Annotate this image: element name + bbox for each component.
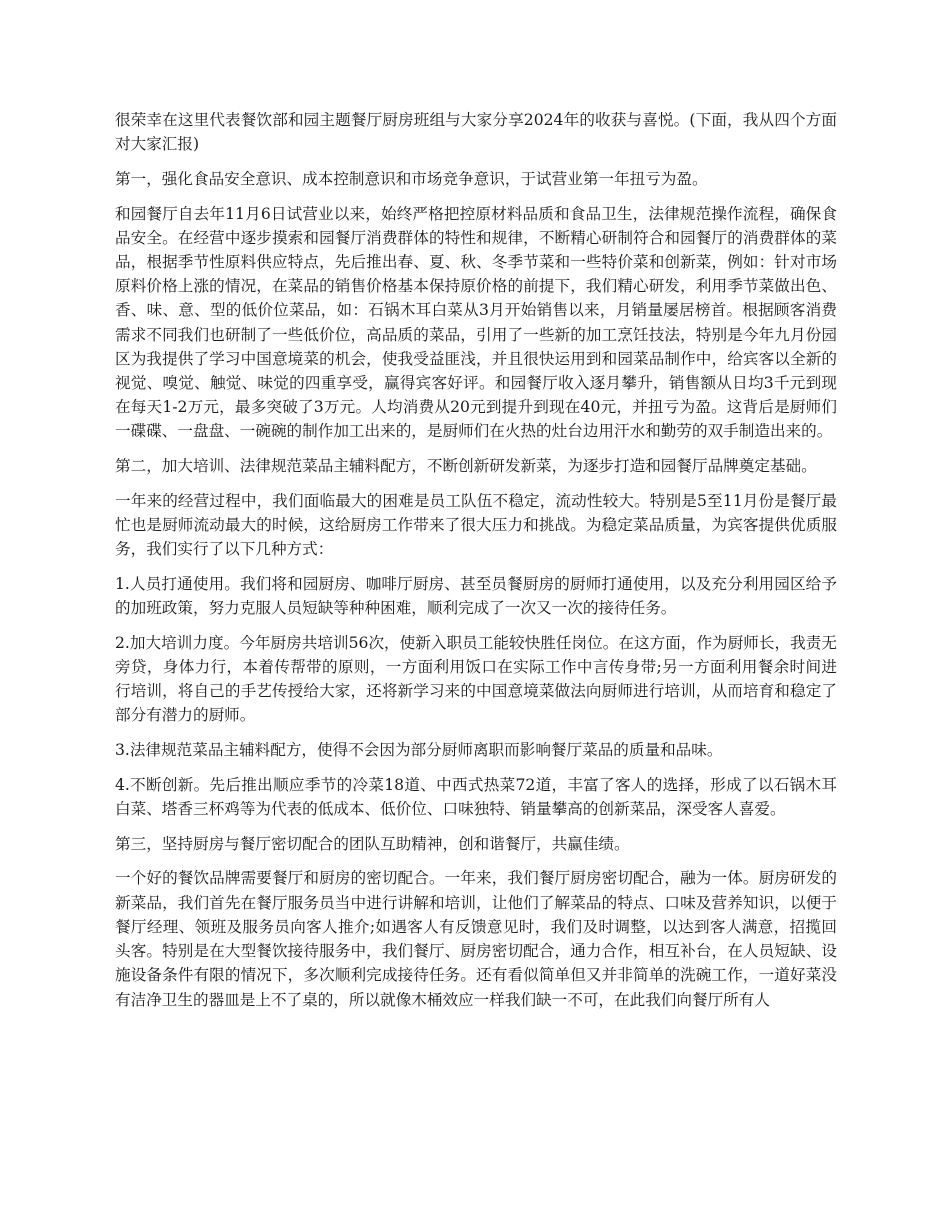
section-two-item-4: 4.不断创新。先后推出顺应季节的冷菜18道、中西式热菜72道，丰富了客人的选择，形成了以石锅木耳白菜、塔香三杯鸡等为代表的低成本、低价位、口味独特、销量攀高的创新菜品，深受客人喜爱。	[115, 775, 837, 819]
section-three-body: 一个好的餐饮品牌需要餐厅和厨房的密切配合。一年来，我们餐厅厨房密切配合，融为一体。厨房研发的新菜品，我们首先在餐厅服务员当中进行讲解和培训，让他们了解菜品的特点、口味及营养知识，以便于餐厅经理、领班及服务员向客人推介;如遇客人有反馈意见时，我们及时调整，以达到客人满意，招揽回头客。特别是在大型餐饮接待服务中，我们餐厅、厨房密切配合，通力合作，相互补台，在人员短缺、设施设备条件有限的情况下，多次顺利完成接待任务。还有看似简单但又并非简单的洗碗工作，一道好菜没有洁净卫生的器皿是上不了桌的，所以就像木桶效应一样我们缺一不可，在此我们向餐厅所有人	[115, 869, 837, 1009]
document-body	[115, 108, 837, 1022]
section-two-item-2: 2.加大培训力度。今年厨房共培训56次，使新入职员工能较快胜任岗位。在这方面，作为厨师长，我责无旁贷，身体力行，本着传帮带的原则，一方面利用饭口在实际工作中言传身带;另一方面利用餐余时间进行培训，将自己的手艺传授给大家，还将新学习来的中国意境菜做法向厨师进行培训，从而培育和稳定了部分有潜力的厨师。	[115, 633, 837, 725]
section-two-heading: 第二，加大培训、法律规范菜品主辅料配方，不断创新研发新菜，为逐步打造和园餐厅品牌奠定基础。	[115, 457, 817, 476]
section-three-heading: 第三，坚持厨房与餐厅密切配合的团队互助精神，创和谐餐厅，共赢佳绩。	[115, 834, 630, 853]
section-one-heading: 第一，强化食品安全意识、成本控制意识和市场竞争意识，于试营业第一年扭亏为盈。	[115, 169, 708, 188]
section-two-intro: 一年来的经营过程中，我们面临最大的困难是员工队伍不稳定，流动性较大。特别是5至11月份是餐厅最忙也是厨师流动最大的时候，这给厨房工作带来了很大压力和挑战。为稳定菜品质量，为宾客提供优质服务，我们实行了以下几种方式：	[115, 491, 837, 559]
intro-paragraph: 很荣幸在这里代表餐饮部和园主题餐厅厨房班组与大家分享2024年的收获与喜悦。(下面，我从四个方面对大家汇报)	[115, 111, 837, 154]
section-one-body: 和园餐厅自去年11月6日试营业以来，始终严格把控原材料品质和食品卫生，法律规范操作流程，确保食品安全。在经营中逐步摸索和园餐厅消费群体的特性和规律，不断精心研制符合和园餐厅的消费群体的菜品，根据季节性原料供应特点，先后推出春、夏、秋、冬季节菜和一些特价菜和创新菜，例如：针对市场原料价格上涨的情况，在菜品的销售价格基本保持原价格的前提下，我们精心研发，利用季节菜做出色、香、味、意、型的低价位菜品，如：石锅木耳白菜从3月开始销售以来，月销量屡居榜首。根据顾客消费需求不同我们也研制了一些低价位，高品质的菜品，引用了一些新的加工烹饪技法，特别是今年九月份园区为我提供了学习中国意境菜的机会，使我受益匪浅，并且很快运用到和园菜品制作中，给宾客以全新的视觉、嗅觉、触觉、味觉的四重享受，赢得宾客好评。和园餐厅收入逐月攀升，销售额从日均3千元到现在每天1-2万元，最多突破了3万元。人均消费从20元到提升到现在40元，并扭亏为盈。这背后是厨师们一碟碟、一盘盘、一碗碗的制作加工出来的，是厨师们在火热的灶台边用汗水和勤劳的双手制造出来的。	[115, 204, 837, 441]
section-two-item-3: 3.法律规范菜品主辅料配方，使得不会因为部分厨师离职而影响餐厅菜品的质量和品味。	[115, 741, 723, 760]
section-two-item-1: 1.人员打通使用。我们将和园厨房、咖啡厅厨房、甚至员餐厨房的厨师打通使用，以及充分利用园区给予的加班政策，努力克服人员短缺等种种困难，顺利完成了一次又一次的接待任务。	[115, 574, 837, 618]
